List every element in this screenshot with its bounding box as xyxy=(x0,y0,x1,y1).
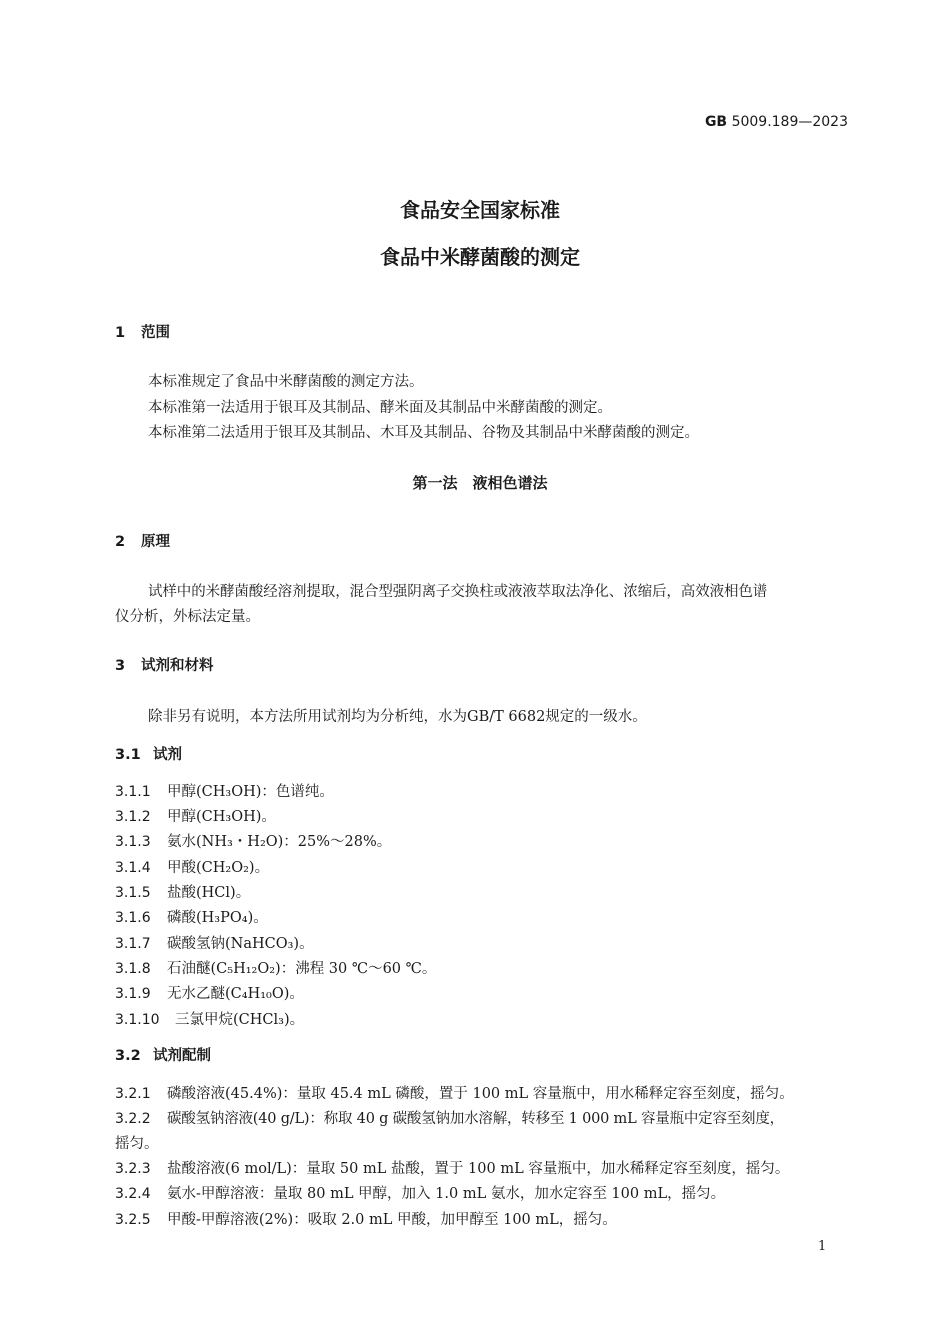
list-item: 3.1.4 甲酸(CH₂O₂)。 xyxy=(115,860,270,876)
section-1-heading: 1 范围 xyxy=(115,325,170,341)
section-3-heading: 3 试剂和材料 xyxy=(115,658,214,674)
s2-para-line1: 试样中的米酵菌酸经溶剂提取，混合型强阴离子交换柱或液液萃取法净化、浓缩后，高效液相色谱 xyxy=(148,584,768,600)
section-2-heading: 2 原理 xyxy=(115,534,170,550)
list-item: 3.1.10 三氯甲烷(CHCl₃)。 xyxy=(115,1012,305,1028)
list-item-continuation: 摇匀。 xyxy=(115,1136,159,1152)
s2-para-line2: 仪分析，外标法定量。 xyxy=(115,609,260,625)
standard-number: 5009.189—2023 xyxy=(731,114,848,130)
list-item: 3.1.9 无水乙醚(C₄H₁₀O)。 xyxy=(115,986,304,1002)
list-item: 3.2.4 氨水-甲醇溶液：量取 80 mL 甲醇，加入 1.0 mL 氨水，加水定容至 100 mL，摇匀。 xyxy=(115,1186,726,1202)
standard-code xyxy=(705,113,848,131)
list-item: 3.2.2 碳酸氢钠溶液(40 g/L)：称取 40 g 碳酸氢钠加水溶解，转移至 1 000 mL 容量瓶中定容至刻度， xyxy=(115,1111,784,1127)
s1-para-2: 本标准第一法适用于银耳及其制品、酵米面及其制品中米酵菌酸的测定。 xyxy=(148,400,612,416)
list-item: 3.1.3 氨水(NH₃・H₂O)：25%～28%。 xyxy=(115,834,392,850)
list-item: 3.2.5 甲酸-甲醇溶液(2%)：吸取 2.0 mL 甲酸，加甲醇至 100 mL，摇匀。 xyxy=(115,1212,617,1228)
list-item: 3.2.3 盐酸溶液(6 mol/L)：量取 50 mL 盐酸，置于 100 mL 容量瓶中，加水稀释定容至刻度，摇匀。 xyxy=(115,1161,790,1177)
title-line1: 食品安全国家标准 xyxy=(400,198,560,222)
s1-para-3: 本标准第二法适用于银耳及其制品、木耳及其制品、谷物及其制品中米酵菌酸的测定。 xyxy=(148,425,699,441)
s3-para: 除非另有说明，本方法所用试剂均为分析纯，水为GB/T 6682规定的一级水。 xyxy=(148,709,647,725)
section-3-1-heading: 3.1 试剂 xyxy=(115,747,182,763)
list-item: 3.1.7 碳酸氢钠(NaHCO₃)。 xyxy=(115,936,314,952)
method-1-heading: 第一法 液相色谱法 xyxy=(412,474,548,492)
list-item: 3.1.6 磷酸(H₃PO₄)。 xyxy=(115,910,268,926)
page-number: 1 xyxy=(818,1239,827,1254)
list-item: 3.2.1 磷酸溶液(45.4%)：量取 45.4 mL 磷酸，置于 100 mL 容量瓶中，用水稀释定容至刻度，摇匀。 xyxy=(115,1086,794,1102)
section-3-2-heading: 3.2 试剂配制 xyxy=(115,1048,211,1064)
list-item: 3.1.5 盐酸(HCl)。 xyxy=(115,885,251,901)
list-item: 3.1.1 甲醇(CH₃OH)：色谱纯。 xyxy=(115,784,334,800)
list-item: 3.1.8 石油醚(C₅H₁₂O₂)：沸程 30 ℃～60 ℃。 xyxy=(115,961,437,977)
list-item: 3.1.2 甲醇(CH₃OH)。 xyxy=(115,809,276,825)
title-line2: 食品中米酵菌酸的测定 xyxy=(380,245,580,269)
s1-para-1: 本标准规定了食品中米酵菌酸的测定方法。 xyxy=(148,374,424,390)
standard-prefix: GB xyxy=(704,114,728,130)
